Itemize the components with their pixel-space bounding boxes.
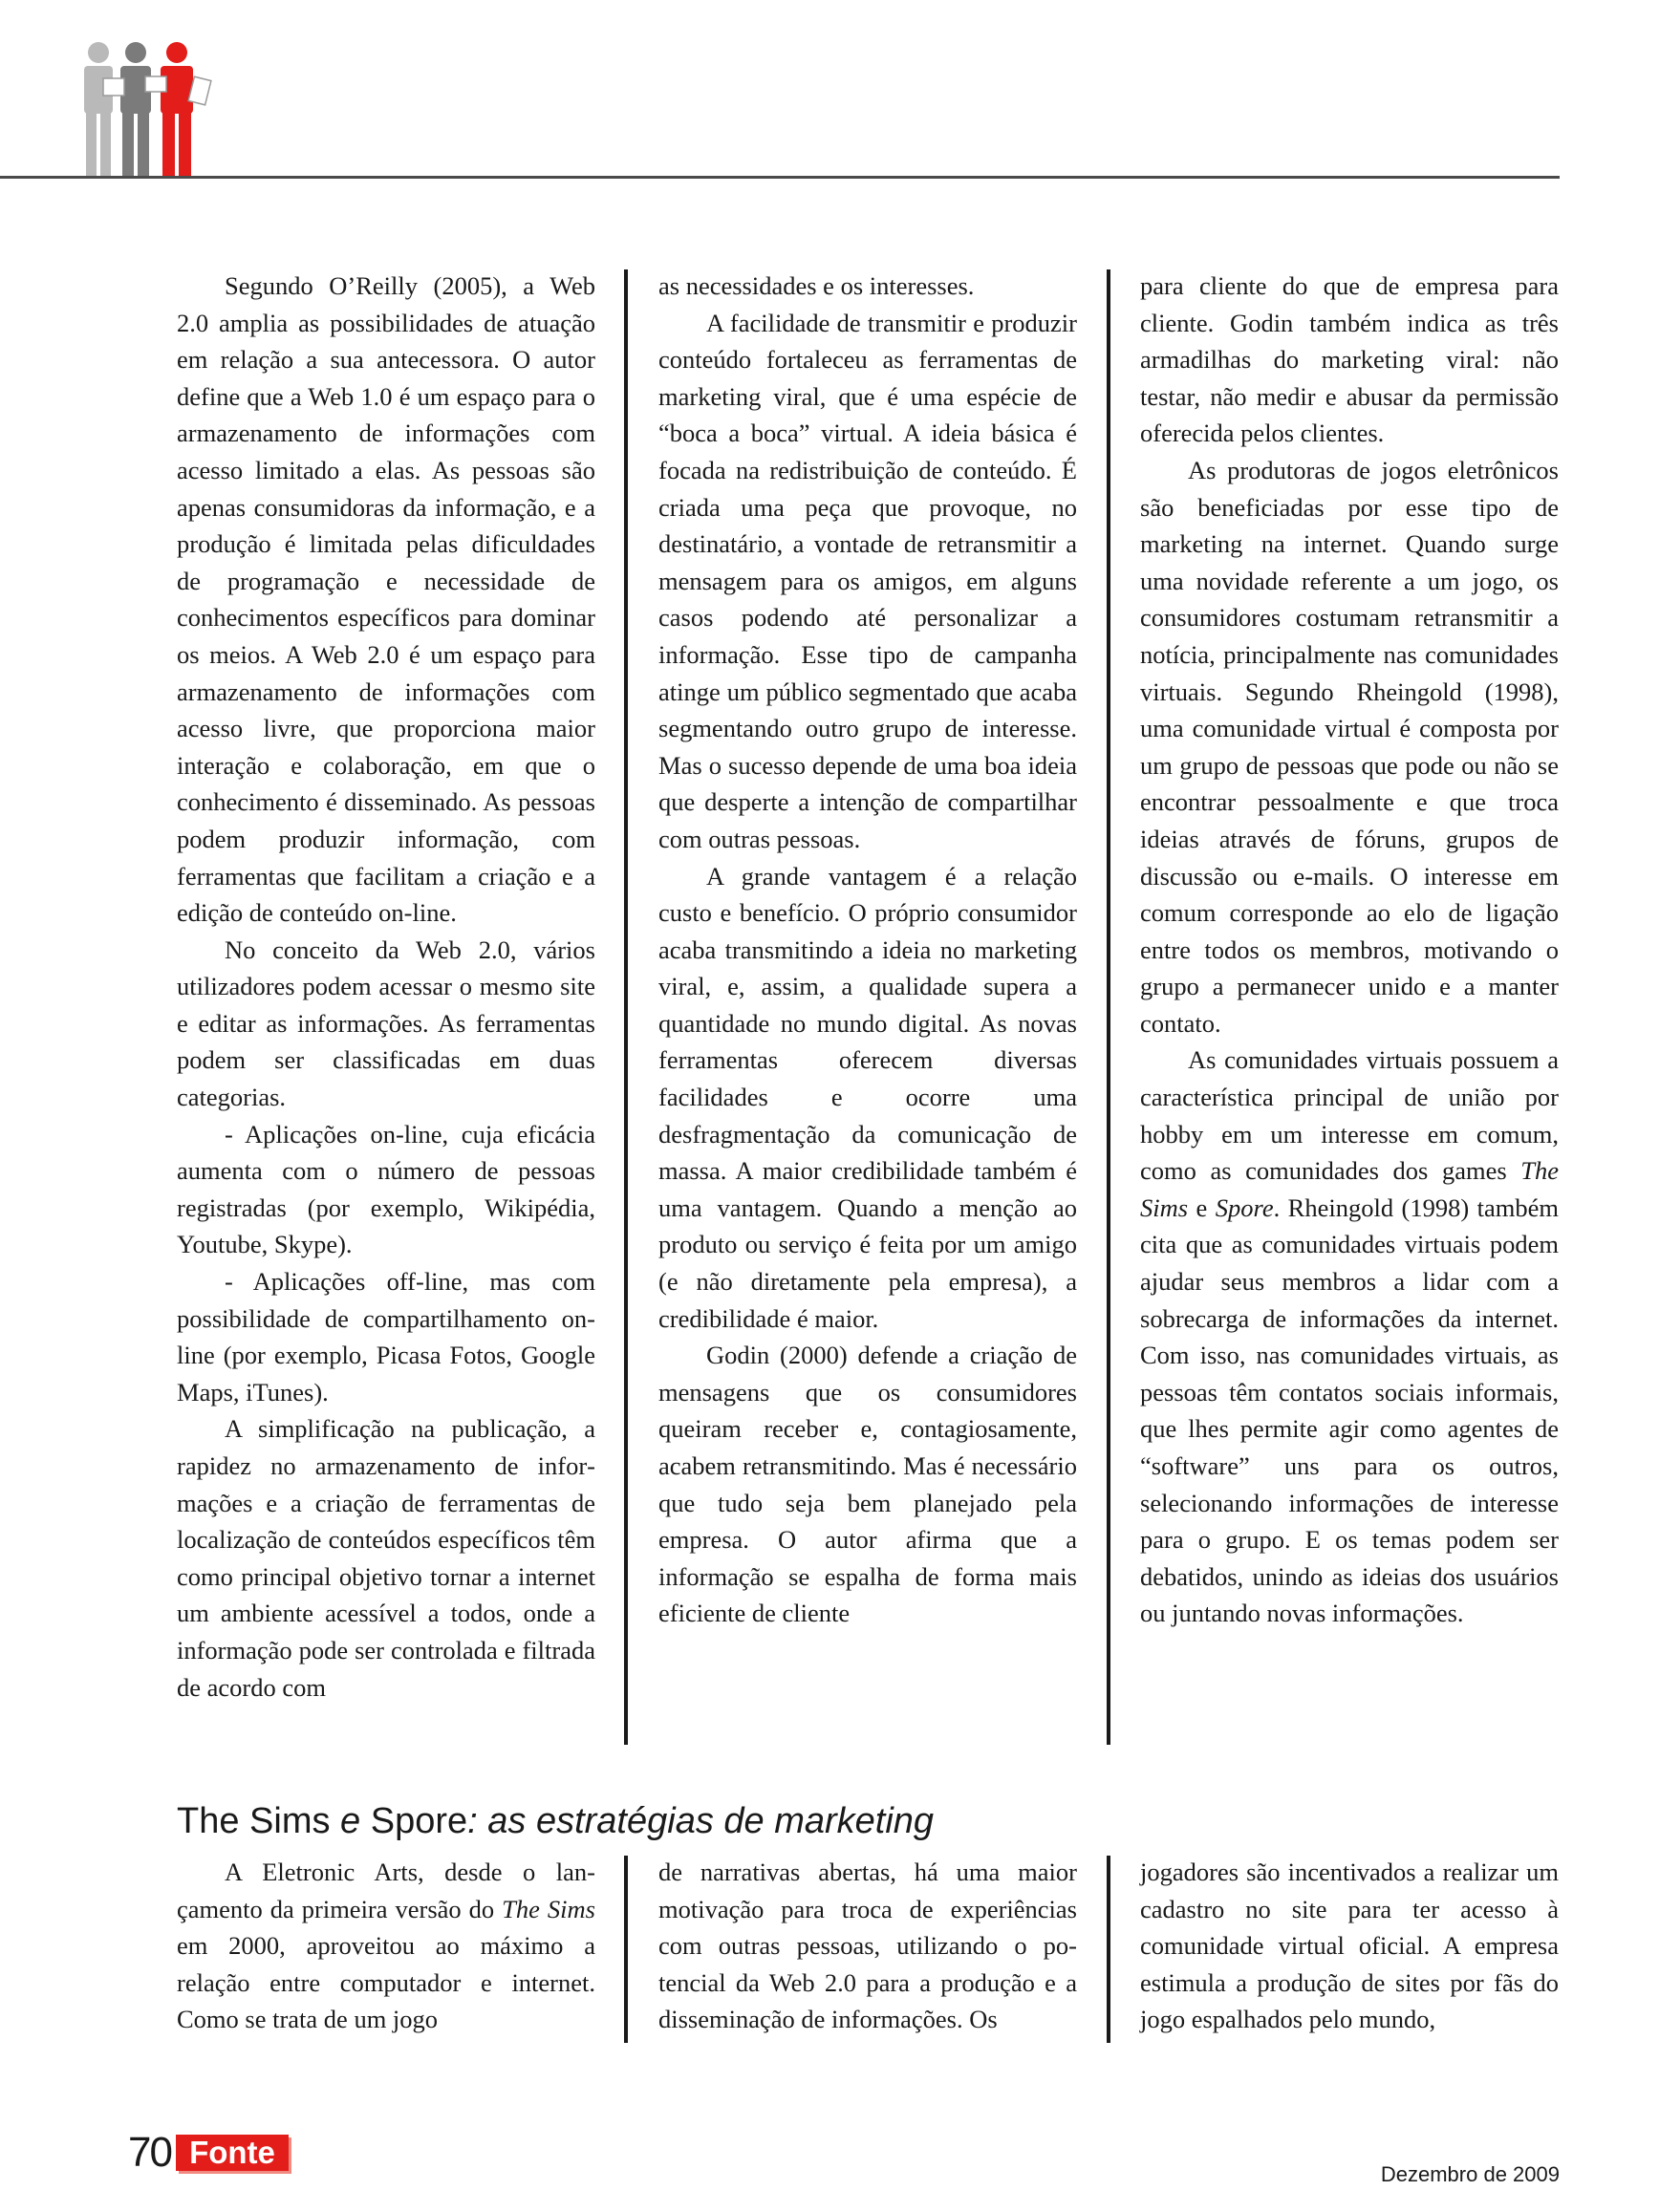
game-title: Spore (1215, 1192, 1274, 1222)
paragraph: No conceito da Web 2.0, vários utilizadores podem acessar o mesmo site e editar as informações. As ferramentas podem ser classificadas em duas categorias. (177, 934, 595, 1112)
paragraph: Segundo O’Reilly (2005), a Web 2.0 amplia as possibilidades de atuação em relação a sua antecessora. O autor define que a Web 1.0 é um espaço para o armazenamento de informações com acesso limitado a elas. As pessoas são apenas consumidoras da informação, e a produção é limitada pelas dificuldades de programação e necessidade de conhecimentos específicos para dominar os meios. A Web 2.0 é um espaço para armazenamento de informações com acesso livre, que proporciona maior interação e colaboração, em que o conhecimento é disseminado. As pessoas podem produzir informação, com ferramentas que facilitam a criação e a edição de conteúdo on-line. (177, 271, 595, 928)
paragraph: - Aplicações on-line, cuja eficácia aumenta com o número de pessoas registradas (por exemplo, Wikipédia, Youtube, Skype). (177, 1119, 595, 1259)
text-run: em 2000, aproveitou ao máximo a relação entre computador e internet. Como se trata de um jogo (177, 1931, 595, 2034)
paragraph: de narrativas abertas, há uma maior motivação para troca de experiências com outras pessoas, utilizando o potencial da Web 2.0 para a produção e a disseminação de informações. Os (658, 1858, 1077, 2034)
paragraph (177, 1854, 595, 2038)
section-column-3 (1140, 1854, 1559, 2038)
section-heading-part: The Sims (177, 1801, 331, 1841)
section-heading-part: Spore (370, 1801, 468, 1841)
article-column-1 (177, 268, 595, 1706)
section-column-2 (658, 1854, 1077, 2038)
game-title: The Sims (1140, 1156, 1559, 1222)
paragraph: para cliente do que de empresa para cliente. Godin também indica as três armadilhas do marketing viral: não testar, não medir e abusar da permissão oferecida pelos clientes. (1140, 271, 1559, 448)
paragraph: As produtoras de jogos eletrônicos são beneficiadas por esse tipo de marketing na internet. Quando surge uma novidade referente a um jogo, os consumidores costumam retransmitir a notícia, principalmente nas comunidades virtuais. Segundo Rheingold (1998), uma comunidade virtual é composta por um grupo de pessoas que pode ou não se encontrar pessoalmente e que troca ideias através de fóruns, grupos de discussão ou e-mails. O interesse em comum corresponde ao elo de ligação entre todos os membros, motivando o grupo a permanecer unido e a manter contato. (1140, 455, 1559, 1038)
paragraph: A simplificação na publicação, a rapidez no armazenamento de informações e a criação de ferramentas de localização de conteúdos específicos têm como principal objetivo tornar a internet um ambiente acessível a todos, onde a informação pode ser controlada e filtrada de acordo com (177, 1414, 595, 1702)
column-divider (624, 1856, 628, 2043)
column-divider (1107, 1856, 1110, 2043)
paragraph: jogadores são incentivados a realizar um cadastro no site para ter acesso à comunidade virtual oficial. A empresa estimula a produção de sites por fãs do jogo espalhados pelo mundo, (1140, 1858, 1559, 2034)
paragraph: - Aplicações off-line, mas com possibilidade de compartilhamento on-line (por exemplo, Picasa Fotos, Google Maps, iTunes). (177, 1267, 595, 1407)
column-divider (624, 269, 628, 1745)
text-run: As comunidades virtuais possuem a característica principal de união por hobby em um interesse em comum, como as comunidades dos games (1140, 1045, 1559, 1186)
article-column-3 (1140, 268, 1559, 1632)
text-run: e (1188, 1192, 1216, 1222)
magazine-brand-logo: Fonte (176, 2135, 289, 2171)
page-number: 70 (128, 2129, 171, 2176)
game-title: The Sims (502, 1894, 595, 1923)
paragraph: as necessidades e os interesses. (658, 271, 975, 300)
section-heading-part: e (330, 1801, 371, 1841)
issue-date: Dezembro de 2009 (1380, 2162, 1560, 2186)
section-column-1 (177, 1854, 595, 2038)
column-divider (1107, 269, 1110, 1745)
paragraph: A grande vantagem é a relação custo e benefício. O próprio consumidor acaba transmitindo a ideia no marketing viral, e, assim, a qualidade supera a quantidade no mundo digital. As novas ferramentas oferecem diversas facilidades e ocorre uma desfragmentação da comunicação de massa. A maior credibilidade também é uma vantagem. Quando a menção ao produto ou serviço é feita por um amigo (e não diretamente pela empresa), a credibilidade é maior. (658, 861, 1077, 1333)
section-heading-part: : as estratégias de marketing (467, 1801, 935, 1841)
header-rule (0, 176, 1560, 179)
paragraph: A facilidade de transmitir e produzir conteúdo fortaleceu as ferramentas de marketing viral, que é uma espécie de “boca a boca” virtual. A ideia básica é focada na redistribuição de conteúdo. É criada uma peça que provoque, no destinatário, a vontade de retransmitir a mensagem para os amigos, em alguns casos podendo até personalizar a informação. Esse tipo de campanha atinge um público segmentado que acaba segmentando outro grupo de interesse. Mas o sucesso depende de uma boa ideia que desperte a intenção de compartilhar com outras pessoas. (658, 308, 1077, 853)
article-column-2 (658, 268, 1077, 1632)
text-run: A Eletronic Arts, desde o lançamento da primeira versão do (177, 1858, 595, 1923)
people-figures-logo-icon (78, 40, 222, 180)
paragraph: Godin (2000) defende a criação de mensagens que os consumidores queiram receber e, contagiosamente, acabem retransmitindo. Mas é necessário que tudo seja bem planejado pela empresa. O autor afirma que a informação se espalha de forma mais eficiente de cliente (658, 1341, 1077, 1628)
text-run: . Rheingold (1998) também cita que as comunidades virtuais podem ajudar seus membros a lidar com a sobrecarga de informações da internet. Com isso, nas comunidades virtuais, as pessoas têm contatos sociais informais, que lhes permite agir como agentes de “software” uns para os outros, selecionando informações de interesse para o grupo. E os temas podem ser debatidos, unindo as ideias dos usuários ou juntando novas informações. (1140, 1192, 1559, 1628)
paragraph (1140, 1042, 1559, 1632)
section-heading (177, 1798, 934, 1844)
